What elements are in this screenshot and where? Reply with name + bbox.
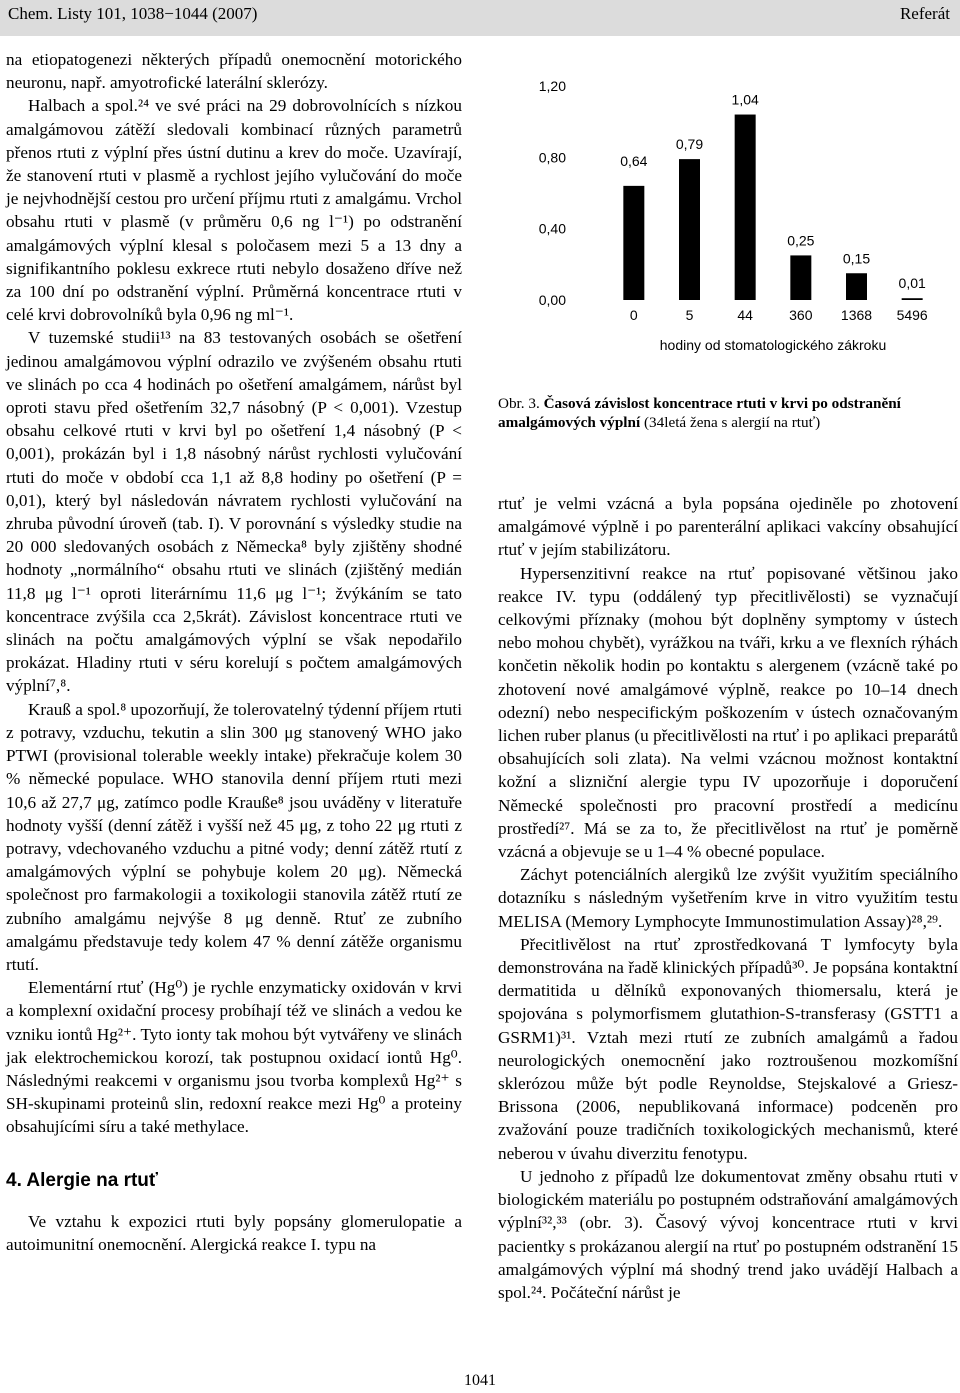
data-label: 0,25 xyxy=(787,232,815,249)
journal-citation: Chem. Listy 101, 1038−1044 (2007) xyxy=(8,4,258,23)
figure-caption xyxy=(498,394,960,432)
paragraph: Přecitlivělost na rtuť zprostředkovaná T lymfocyty byla demonstrována na řadě klinických případů³⁰. Je popsána kontaktní dermatitida u dělníků exponovaných thiomersalu, která je spojována s polymorfismem glutathion-S-transferasy (GSTT1 a GSRM1)³¹. Vztah mezi rtutí ze zubních amalgámů a řadou neurologických onemocnění jako roztroušenou mozkomíšní sklerózou může být podle Reynoldse, Stejskalové a Griesz-Brissona (2006, nepublikovaná informace) podceněn pro zvažování pouze tradičních toxikologických mechanismů, které neberou v úvahu diverzitu fenotypu. xyxy=(498,934,958,1163)
section-heading: 4. Alergie na rtuť xyxy=(6,1169,158,1191)
y-tick-label: 0,00 xyxy=(538,292,566,308)
paragraph: U jednoho z případů lze dokumentovat změny obsahu rtuti v biologickém materiálu po postupném odstraňování amalgámových výplní³²,³³ (obr. 3). Časový vývoj koncentrace rtuti v krvi pacientky s prokázanou alergií na rtuť po postupném odstranění 15 amalgámových výplní má shodný trend jako uvádějí Halbach a spol.²⁴. Počáteční nárůst je xyxy=(498,1166,958,1302)
x-tick-label: 0 xyxy=(629,307,638,323)
caption-title: Časová závislost koncentrace rtuti v krvi po odstranění amalgámových výplní xyxy=(498,395,901,431)
bar xyxy=(846,273,867,300)
y-tick-label: 1,20 xyxy=(538,78,566,94)
y-tick-label: 0,40 xyxy=(538,220,566,237)
paragraph: rtuť je velmi vzácná a byla popsána ojediněle po zhotovení amalgámové výplně i po parenterální aplikaci vakcíny obsahující rtuť v jejím stabilizátoru. xyxy=(498,494,958,560)
page-header xyxy=(0,0,960,36)
page-number: 1041 xyxy=(464,1372,496,1389)
x-tick-label: 360 xyxy=(789,307,813,323)
data-label: 0,79 xyxy=(675,136,704,153)
bar xyxy=(679,159,700,300)
data-label: 1,04 xyxy=(731,91,759,108)
x-tick-label: 44 xyxy=(737,307,753,323)
bar xyxy=(623,186,644,300)
paragraph: V tuzemské studii¹³ na 83 testovaných osobách se ošetření jedinou amalgámovou výplní odrazilo ve zvýšeném obsahu rtuti ve slinách po cca 4 hodinách po ošetření amalgámem, nárůst byl oproti stavu před ošetřením 32,7 násobný (P < 0,001). Vzestup obsahu celkové rtuti v krvi byl po ošetření 1,4 násobný (P < 0,001), prokázán byl i 1,8 násobný nárůst rychlosti vylučování rtuti do moče v období cca 1,1 až 8,8 hodiny po ošetření (P = 0,01), který byl následován návratem rychlosti vylučování na zhruba původní úroveň (tab. I). V porovnání s výsledky studie na 20 000 sledovaných osobách z Německa⁸ byly zjištěny shodné hodnoty „normálního“ obsahu rtuti ve slinách (zjištěný medián 11,8 μg l⁻¹ oproti literárnímu 11,6 μg l⁻¹; žvýkáním se tato koncentrace zvýšila cca 2,5krát). Závislost koncentrace rtuti ve slinách na počtu amalgámových výplní se však nepodařilo prokázat. Hladiny rtuti v séru korelují s počtem amalgámových výplní⁷,⁸. xyxy=(6,328,462,696)
paragraph: Hypersenzitivní reakce na rtuť popisované většinou jako reakce IV. typu (oddálený typ přecitlivělosti) se vyznačují celkovými příznaky (mohou být doplněny symptomy v ústech nebo mohou chybět), vyrážkou na tváři, krku a ve flexních rýhách končetin několik hodin po kontaktu s alergenem (vzácně také po zhotovení nové amalgámové výplně, reakce po 10–14 dnech odezní) nebo nespecifickým poškozením v ústech označovaným lichen ruber planus (u přecitlivělosti na rtuť i po aplikaci preparátů obsahujících soli zlata). Na velmi vzácnou možnost kontaktní kožní a slizniční alergie typu IV upozorňuje i doporučení Německé společnosti pro pracovní prostředí a medicínu prostředí²⁷. Má se za to, že přecitlivělost na rtuť je poměrně vzácná a objevuje se u 1–4 % obecné populace. xyxy=(498,563,958,862)
x-tick-label: 5496 xyxy=(896,307,928,323)
data-label: 0,64 xyxy=(620,152,648,169)
bar xyxy=(902,298,923,300)
paragraph: Krauß a spol.⁸ upozorňují, že tolerovatelný týdenní příjem rtuti z potravy, vzduchu, tekutin a slin 300 μg stanovený WHO jako PTWI (provisional tolerable weekly intake) překračuje kolem 30 % německé populace. WHO stanovila denní příjem rtuti mezi 10,6 až 27,7 μg, zatímco podle Krauße⁸ jsou uváděny v literatuře hodnoty vyšší (denní zátěž i vyšší než 45 μg, z toho 22 μg rtuti z potravy, vdechovaného vzduchu a pitné vody; denní zátěž rtutí z amalgámových výplní se pohybuje kolem 20 μg). Německá společnost pro farmakologii a toxikologii stanovila zátěž rtutí ze zubního amalgámu nejvýše 8 μg denně. Rtuť ze zubního amalgámu představuje tedy kolem 47 % denní zátěže organismu rtutí. xyxy=(6,699,462,974)
paragraph: Elementární rtuť (Hg⁰) je rychle enzymaticky oxidován v krvi a komplexní oxidační procesy probíhají též ve slinách a vedou ke vzniku iontů Hg²⁺. Tyto ionty tak mohou být vytvářeny ve slinách jak elektrochemickou korozí, tak postupnou oxidací iontů Hg⁰. Následnými reakcemi v organismu jsou tvorba komplexů Hg²⁺ s SH-skupinami proteinů slin, redoxní reakce mezi Hg⁰ a proteiny obsahujícími síru a také methylace. xyxy=(6,978,462,1137)
y-tick-label: 0,80 xyxy=(538,149,566,166)
caption-note: (34letá žena s alergií na rtuť) xyxy=(643,414,821,431)
bar xyxy=(790,255,811,300)
paragraph: Záchyt potenciálních alergiků lze zvýšit využitím speciálního dotazníku s následným vyšetřením krve in vitro využitím testu MELISA (Memory Lymphocyte Immunostimulation Assay)²⁸,²⁹. xyxy=(498,865,958,931)
bar xyxy=(735,115,756,300)
data-label: 0,15 xyxy=(842,250,871,267)
data-label: 0,01 xyxy=(898,275,926,292)
caption-label: Obr. 3. xyxy=(498,395,540,412)
right-column xyxy=(498,492,958,1304)
paragraph: na etiopatogenezi některých případů onemocnění motorického neuronu, např. amyotrofické laterální sklerózy. xyxy=(6,50,462,93)
article-type: Referát xyxy=(899,4,950,23)
paragraph: Ve vztahu k expozici rtuti byly popsány glomerulopatie a autoimunitní onemocnění. Alergická reakce I. typu na xyxy=(6,1211,462,1254)
left-column xyxy=(6,48,462,1256)
bar-chart xyxy=(520,60,960,380)
x-tick-label: 5 xyxy=(685,307,694,323)
paragraph: Halbach a spol.²⁴ ve své práci na 29 dobrovolnících s nízkou amalgámovou zátěží sledovali kombinací různých parametrů přenos rtuti z výplní přes ústní dutinu a krev do moče. Uzavírají, že stanovení rtuti v plasmě a rychlost jejího vylučování do moče je nejvhodnější cestou pro určení příjmu rtuti z amalgámu. Vrchol obsahu rtuti v plasmě (v průměru 0,6 ng l⁻¹) po odstranění amalgámových výplní klesal s poločasem mezi 5 a 13 dny a signifikantního poklesu exkrece rtuti nebylo dosaženo dříve než za 100 dní po odstranění výplní. Průměrná koncentrace rtuti v celé krvi dobrovolníků byla 0,96 ng ml⁻¹. xyxy=(6,96,462,325)
x-tick-label: 1368 xyxy=(840,307,873,323)
x-axis-label: hodiny od stomatologického zákroku xyxy=(659,337,887,353)
